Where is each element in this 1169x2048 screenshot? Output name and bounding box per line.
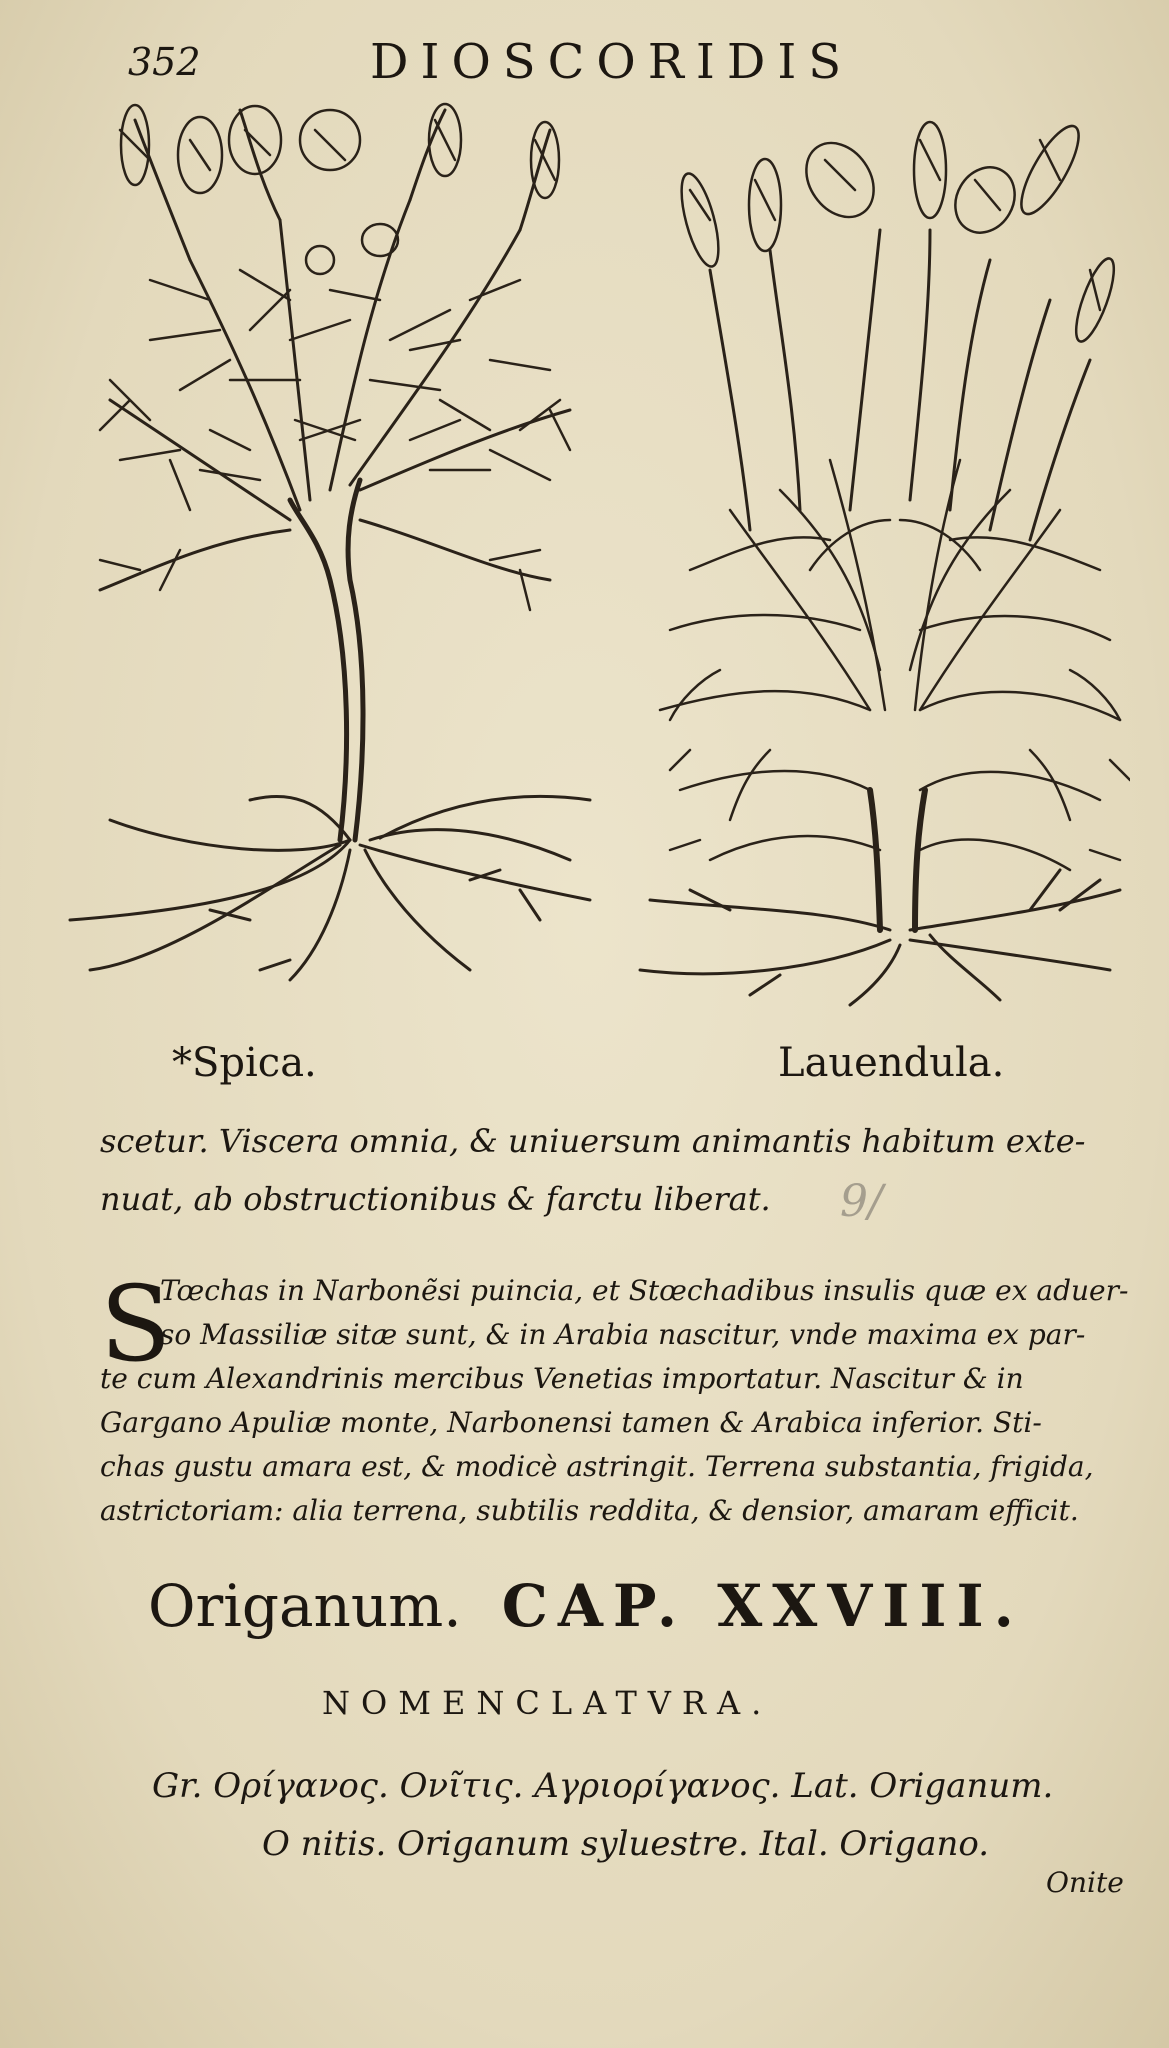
paragraph-line-1: Tœchas in Narbonẽsi puincia, et Stœchadibus insulis quæ ex aduer-	[160, 1274, 1129, 1307]
chapter-title: Origanum.	[148, 1572, 462, 1640]
paragraph-line-5: chas gustu amara est, & modicè astringit. Terrena substantia, frigida,	[100, 1450, 1094, 1483]
pencil-annotation: 9/	[840, 1176, 883, 1227]
lauendula-caption: Lauendula.	[778, 1040, 1005, 1086]
lauendula-woodcut-illustration	[630, 110, 1130, 1010]
spica-caption: *Spica.	[172, 1040, 317, 1086]
paragraph-line-2: so Massiliæ sitæ sunt, & in Arabia nascitur, vnde maxima ex par-	[160, 1318, 1086, 1351]
paragraph-line-6: astrictoriam: alia terrena, subtilis reddita, & densior, amaram efficit.	[100, 1494, 1079, 1527]
spica-woodcut-illustration	[50, 100, 610, 1000]
paragraph-line-4: Gargano Apuliæ monte, Narbonensi tamen & Arabica inferior. Sti-	[100, 1406, 1042, 1439]
paragraph-line-3: te cum Alexandrinis mercibus Venetias importatur. Nascitur & in	[100, 1362, 1024, 1395]
drop-cap: S	[100, 1263, 172, 1385]
page-number: 352	[128, 40, 201, 84]
catchword: Onite	[1046, 1866, 1124, 1899]
continuation-line-2: nuat, ab obstructionibus & farctu liberat.	[100, 1180, 771, 1218]
chapter-heading	[148, 1572, 1024, 1640]
continuation-line-1: scetur. Viscera omnia, & uniuersum animantis habitum exte-	[100, 1122, 1086, 1160]
nomenclature-line-1: Gr. Ορίγανος. Ονῖτις. Αγριορίγανος. Lat. Origanum.	[152, 1766, 1054, 1806]
nomenclature-line-2: O nitis. Origanum syluestre. Ital. Origano.	[262, 1824, 990, 1864]
chapter-number: CAP. XXVIII.	[501, 1572, 1024, 1640]
running-head: DIOSCORIDIS	[370, 34, 854, 90]
nomenclatura-heading: NOMENCLATVRA.	[322, 1684, 773, 1722]
